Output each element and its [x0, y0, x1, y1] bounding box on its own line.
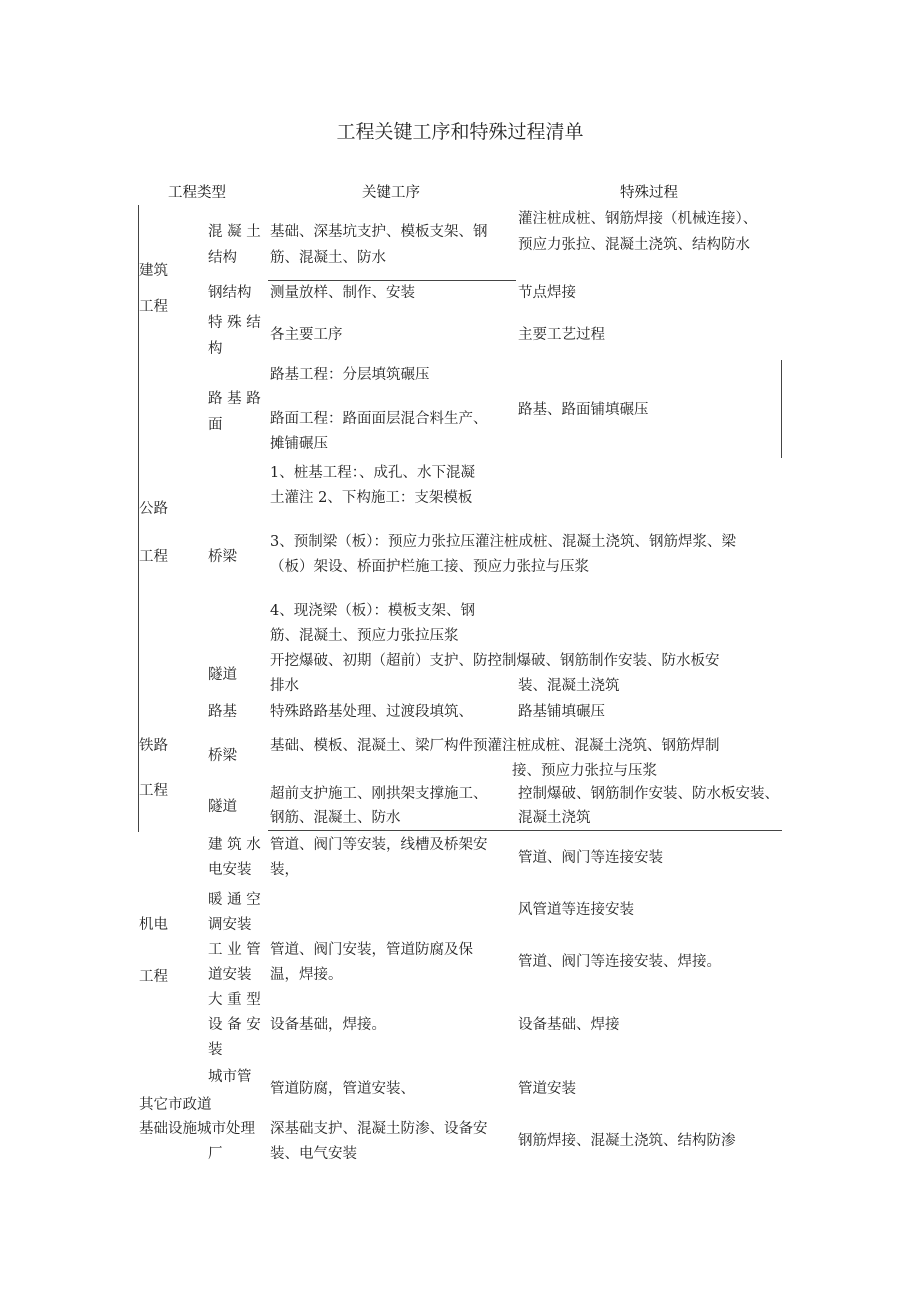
special-process-text: 接、预应力张拉与压浆	[512, 763, 657, 779]
key-process-text: 装、电气安装	[270, 1146, 357, 1162]
key-process-text: 筋、混凝土、防水	[270, 250, 386, 266]
subtype-heavy-equipment: 设 备 安	[208, 1017, 261, 1033]
special-process-text: 节点焊接	[518, 285, 576, 301]
subtype-special-structure: 构	[208, 341, 223, 357]
key-process-text: 设备基础，焊接。	[270, 1017, 386, 1033]
key-process-text: 温，焊接。	[270, 967, 343, 983]
subtype-bridge: 桥梁	[208, 549, 237, 565]
category-building: 建筑	[139, 263, 168, 279]
category-mep: 工程	[139, 969, 168, 985]
key-process-text: 4、现浇梁（板）：模板支架、钢	[270, 603, 475, 619]
header-key-process: 关键工序	[362, 185, 420, 201]
category-railway: 工程	[139, 783, 168, 799]
key-process-text: 筋、混凝土、预应力张拉压浆	[270, 628, 459, 644]
special-process-text: 钢筋焊接、混凝土浇筑、结构防渗	[518, 1133, 736, 1149]
key-process-text: 钢筋、混凝土、防水	[270, 810, 401, 826]
key-process-text: 排水	[270, 678, 299, 694]
special-process-text: 装、混凝土浇筑	[518, 678, 620, 694]
key-process-text: 深基础支护、混凝土防渗、设备安	[270, 1121, 488, 1137]
special-process-text: 管道、阀门等连接安装	[518, 850, 663, 866]
special-process-text: 混凝土浇筑	[518, 810, 591, 826]
subtype-road: 面	[208, 417, 223, 433]
subtype-special-structure: 特 殊 结	[208, 315, 261, 331]
key-process-text: 路面工程：路面面层混合料生产、	[270, 411, 488, 427]
subtype-hvac: 暖 通 空	[208, 892, 261, 908]
special-process-text: 路基、路面铺填碾压	[518, 402, 649, 418]
subtype-industrial-pipe: 工 业 管	[208, 942, 261, 958]
key-process-text: 基础、深基坑支护、模板支架、钢	[270, 224, 488, 240]
special-process-text: 灌注桩成桩、钢筋焊接（机械连接）、	[518, 211, 758, 227]
key-process-text: 测量放样、制作、安装	[270, 285, 415, 301]
subtype-industrial-pipe: 道安装	[208, 967, 252, 983]
header-special-process: 特殊过程	[620, 185, 678, 201]
special-process-text: 管道安装	[518, 1081, 576, 1097]
special-process-text: 路基铺填碾压	[518, 704, 605, 720]
subtype-heavy-equipment: 大 重 型	[208, 992, 261, 1008]
category-railway: 铁路	[139, 738, 168, 754]
key-process-text: 1、桩基工程：、成孔、水下混凝	[270, 465, 475, 481]
subtype-railway-road: 路基	[208, 704, 237, 720]
category-municipal: 厂	[208, 1146, 223, 1162]
key-process-text: 路基工程：分层填筑碾压	[270, 367, 430, 383]
subtype-heavy-equipment: 装	[208, 1042, 223, 1058]
subtype-concrete: 混 凝 土	[208, 224, 261, 240]
key-process-text: 摊铺碾压	[270, 436, 328, 452]
subtype-tunnel: 隧道	[208, 667, 237, 683]
key-process-text: 超前支护施工、刚拱架支撑施工、	[270, 786, 488, 802]
key-process-text: 管道、阀门等安装，线槽及桥架安	[270, 837, 488, 853]
key-process-text: 开挖爆破、初期（超前）支护、防控制爆破、钢筋制作安装、防水板安	[270, 653, 720, 669]
category-building: 工程	[139, 299, 168, 315]
key-process-text: 管道防腐，管道安装、	[270, 1081, 415, 1097]
header-project-type: 工程类型	[168, 185, 226, 201]
key-process-text: 特殊路路基处理、过渡段填筑、	[270, 704, 473, 720]
subtype-road: 路 基 路	[208, 391, 261, 407]
special-process-text: 管道、阀门等连接安装、焊接。	[518, 954, 721, 970]
table-right-border	[781, 360, 782, 458]
key-process-text: 3、预制梁（板）：预应力张拉压灌注桩成桩、混凝土浇筑、钢筋焊浆、梁	[270, 534, 736, 550]
special-process-text: 风管道等连接安装	[518, 902, 634, 918]
special-process-text: 设备基础、焊接	[518, 1017, 620, 1033]
special-process-text: 主要工艺过程	[518, 327, 605, 343]
subtype-city-pipe: 城市管	[208, 1069, 252, 1085]
subtype-railway-bridge: 桥梁	[208, 748, 237, 764]
key-process-text: 装，	[270, 862, 299, 878]
subtype-steel: 钢结构	[208, 285, 252, 301]
category-highway: 工程	[139, 549, 168, 565]
subtype-hvac: 调安装	[208, 917, 252, 933]
category-municipal: 其它市政道	[139, 1097, 212, 1113]
key-process-text: （板）架设、桥面护栏施工接、预应力张拉与压浆	[270, 559, 589, 575]
special-process-text: 控制爆破、钢筋制作安装、防水板安装、	[518, 786, 779, 802]
subtype-railway-tunnel: 隧道	[208, 799, 237, 815]
subtype-concrete: 结构	[208, 250, 237, 266]
row-divider	[268, 830, 782, 831]
subtype-water-electric: 建 筑 水	[208, 837, 261, 853]
special-process-text: 预应力张拉、混凝土浇筑、结构防水	[518, 237, 750, 253]
key-process-text: 基础、模板、混凝土、梁厂构件预灌注桩成桩、混凝土浇筑、钢筋焊制	[270, 738, 720, 754]
category-mep: 机电	[139, 917, 168, 933]
subtype-water-electric: 电安装	[208, 862, 252, 878]
category-highway: 公路	[139, 501, 168, 517]
category-municipal: 基础设施城市处理	[139, 1121, 255, 1137]
key-process-text: 管道、阀门安装，管道防腐及保	[270, 942, 473, 958]
key-process-text: 土灌注 2、下构施工：支架模板	[270, 490, 473, 506]
page-title: 工程关键工序和特殊过程清单	[336, 121, 584, 143]
key-process-text: 各主要工序	[270, 327, 343, 343]
